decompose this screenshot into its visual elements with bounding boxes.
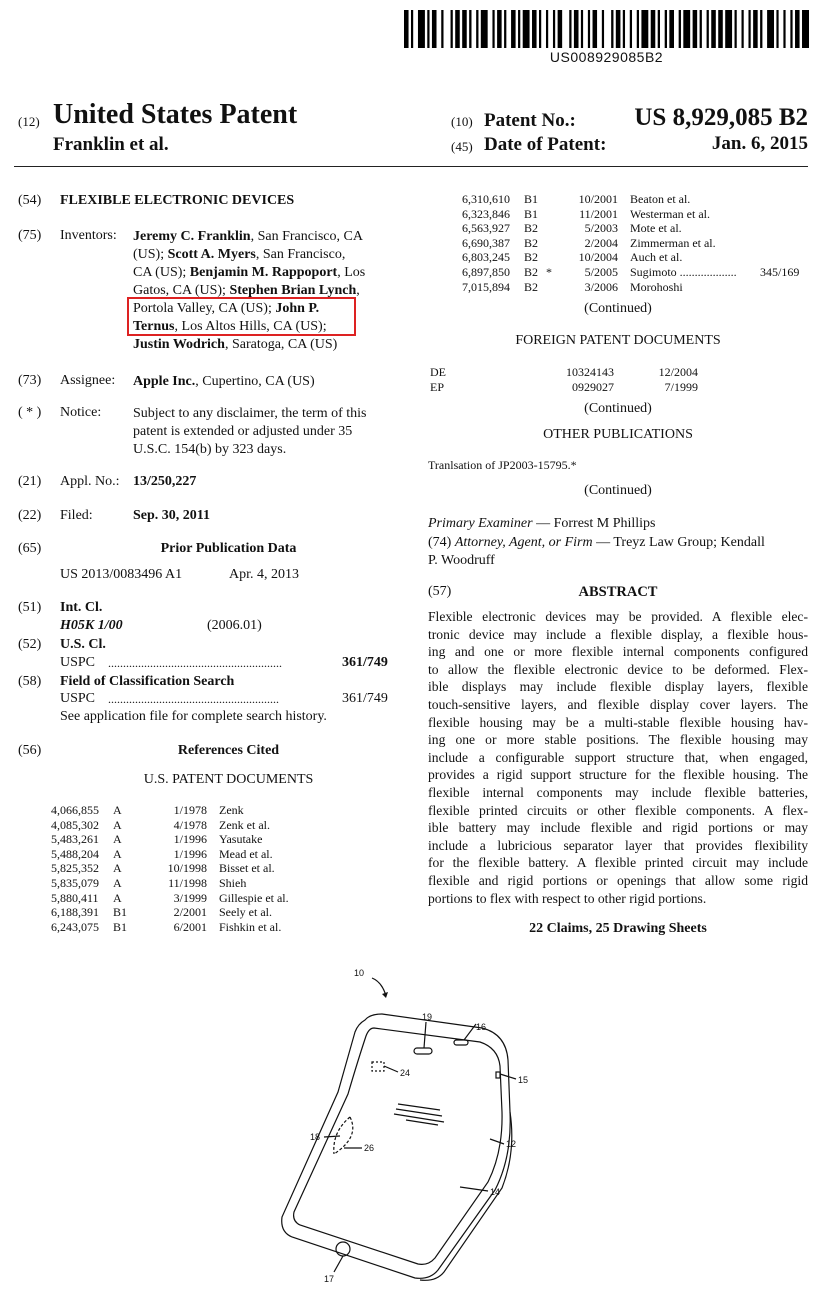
reference-cell: 3/1999 bbox=[173, 890, 207, 905]
continued-3: (Continued) bbox=[584, 483, 652, 498]
filed-label: Filed: bbox=[60, 508, 93, 523]
reference-row bbox=[51, 847, 289, 862]
barcode-bar bbox=[767, 10, 774, 48]
reference-row bbox=[462, 280, 799, 295]
reference-row bbox=[462, 236, 799, 251]
inventors-code: (75) bbox=[18, 228, 42, 243]
abstract-title: ABSTRACT bbox=[578, 584, 658, 600]
patent-number: US 8,929,085 B2 bbox=[634, 104, 808, 131]
reference-cell: A bbox=[113, 846, 122, 861]
field-label: Field of Classification Search bbox=[60, 674, 235, 689]
title-code: (54) bbox=[18, 193, 42, 208]
field-uspc: USPC bbox=[60, 691, 96, 706]
foreign-reference-row bbox=[430, 380, 698, 395]
prior-code: (65) bbox=[18, 541, 42, 556]
foreign-reference-cell: 10324143 bbox=[566, 365, 614, 379]
inventor-location: , Los Altos Hills, CA (US); bbox=[174, 319, 327, 334]
barcode-number: US008929085B2 bbox=[549, 49, 664, 65]
inventor-location: CA (US); bbox=[133, 265, 190, 280]
reference-cell: Sugimoto ................... bbox=[630, 264, 737, 279]
abstract-line: touch-sensitive layers, and flexible display cover layers. The bbox=[428, 696, 808, 712]
applicant-short: Franklin et al. bbox=[53, 134, 169, 155]
field-leader-dots: ......................................................... bbox=[108, 692, 279, 706]
figure-label-26: 26 bbox=[364, 1143, 375, 1153]
reference-cell: 6,803,245 bbox=[462, 250, 510, 265]
foreign-title: FOREIGN PATENT DOCUMENTS bbox=[515, 333, 721, 348]
uscl-leader-dots: .......................................................... bbox=[108, 656, 282, 670]
reference-cell: A bbox=[113, 803, 122, 817]
assignee-label: Assignee: bbox=[60, 373, 116, 388]
reference-cell: 11/2001 bbox=[579, 206, 618, 221]
inventor-location: , Saratoga, CA (US) bbox=[224, 337, 338, 352]
inventor-line bbox=[133, 336, 401, 354]
field-value: 361/749 bbox=[342, 691, 388, 706]
assignee-location: , Cupertino, CA (US) bbox=[195, 374, 315, 389]
reference-cell: 2/2001 bbox=[173, 905, 207, 920]
prior-date: Apr. 4, 2013 bbox=[229, 567, 299, 582]
foreign-reference-cell: 7/1999 bbox=[664, 379, 698, 394]
inventor-name: Stephen Brian Lynch bbox=[229, 283, 357, 298]
reference-cell: Auch et al. bbox=[630, 250, 683, 265]
reference-cell: 5,483,261 bbox=[51, 832, 99, 847]
abstract-line: include a configurable support structure that, when engaged, bbox=[428, 749, 808, 765]
code-10: (10) bbox=[451, 114, 473, 129]
inventor-name: Justin Wodrich bbox=[133, 337, 225, 352]
appl-code: (21) bbox=[18, 474, 42, 489]
inventor-location: Portola Valley, CA (US); bbox=[133, 301, 276, 316]
foreign-reference-cell: DE bbox=[430, 365, 446, 379]
other-publication: Tranlsation of JP2003-15795.* bbox=[428, 458, 577, 472]
reference-cell: Seely et al. bbox=[219, 905, 272, 920]
reference-cell bbox=[760, 236, 799, 251]
notice-line: patent is extended or adjusted under 35 bbox=[133, 424, 353, 439]
field-code: (58) bbox=[18, 674, 42, 689]
reference-cell: 5,825,352 bbox=[51, 861, 99, 876]
inventor-name: John P. bbox=[275, 301, 320, 316]
reference-cell: 6,188,391 bbox=[51, 905, 99, 920]
reference-cell: 10/2004 bbox=[578, 250, 618, 265]
reference-cell: A bbox=[113, 861, 122, 876]
reference-row bbox=[51, 920, 289, 935]
intcl-code: (51) bbox=[18, 600, 42, 615]
intcl-class: H05K 1/00 bbox=[60, 618, 123, 633]
reference-row bbox=[51, 803, 289, 818]
inventor-name: Scott A. Myers bbox=[167, 247, 256, 262]
continued-1 bbox=[428, 301, 808, 317]
foreign-reference-row bbox=[430, 365, 698, 380]
us-references-left bbox=[51, 803, 289, 934]
reference-cell bbox=[546, 250, 554, 265]
uscl-code: (52) bbox=[18, 637, 42, 652]
reference-cell: 6,563,927 bbox=[462, 221, 510, 236]
notice-label: Notice: bbox=[60, 405, 102, 420]
uscl-uspc: USPC bbox=[60, 655, 96, 670]
reference-cell: 5/2005 bbox=[584, 264, 618, 279]
reference-cell: Bisset et al. bbox=[219, 861, 275, 876]
reference-cell bbox=[546, 280, 554, 295]
other-title: OTHER PUBLICATIONS bbox=[543, 427, 693, 442]
abstract-line: flexible printed circuits or other flexible components. A flex- bbox=[428, 802, 808, 818]
reference-cell bbox=[135, 920, 143, 935]
notice-code: ( * ) bbox=[18, 405, 42, 420]
refs-code: (56) bbox=[18, 743, 42, 758]
reference-cell: Westerman et al. bbox=[630, 206, 710, 221]
assignee-name: Apple Inc. bbox=[133, 374, 196, 389]
header-divider bbox=[14, 166, 808, 167]
reference-cell bbox=[135, 847, 143, 862]
reference-cell: 1/1996 bbox=[173, 832, 207, 847]
abstract-line: portions to flex with respect to other rigid portions. bbox=[428, 890, 707, 906]
reference-cell bbox=[760, 207, 799, 222]
us-references-right bbox=[462, 192, 799, 294]
reference-cell: 5,880,411 bbox=[51, 890, 99, 905]
device-figure bbox=[270, 962, 550, 1292]
assignee-code: (73) bbox=[18, 373, 42, 388]
examiner-name: — Forrest M Phillips bbox=[532, 516, 656, 531]
reference-cell: 1/1996 bbox=[173, 846, 207, 861]
field-note: See application file for complete search history. bbox=[60, 709, 327, 724]
inventor-name: Jeremy C. Franklin bbox=[133, 229, 251, 244]
foreign-reference-cell: 0929027 bbox=[572, 379, 614, 394]
abstract-line: to allow the flexible electronic device to be deformed. Flex- bbox=[428, 661, 808, 677]
attorney bbox=[428, 534, 810, 570]
reference-cell bbox=[546, 207, 554, 222]
appl-number: 13/250,227 bbox=[133, 474, 197, 489]
foreign-reference-cell: EP bbox=[430, 379, 445, 394]
code-12: (12) bbox=[18, 114, 40, 129]
reference-cell: B1 bbox=[113, 919, 128, 934]
barcode bbox=[404, 10, 809, 48]
reference-cell: 1/1978 bbox=[173, 803, 207, 817]
reference-cell: B1 bbox=[524, 206, 539, 221]
refs-title: References Cited bbox=[177, 743, 280, 758]
reference-cell: A bbox=[113, 832, 122, 847]
figure-label-15: 15 bbox=[518, 1075, 529, 1085]
figure-label-12: 12 bbox=[506, 1139, 517, 1149]
attorney-label: Attorney, Agent, or Firm bbox=[454, 535, 593, 550]
reference-cell: Morohoshi bbox=[630, 279, 683, 294]
reference-cell: 6,690,387 bbox=[462, 235, 510, 250]
reference-cell bbox=[546, 192, 554, 207]
reference-cell: * bbox=[546, 264, 552, 279]
inventor-location: , San Francisco, CA bbox=[250, 229, 363, 244]
reference-cell bbox=[135, 891, 143, 906]
inventor-location: (US); bbox=[133, 247, 168, 262]
barcode-bar bbox=[444, 10, 451, 48]
intcl-label: Int. Cl. bbox=[60, 600, 103, 615]
reference-cell: A bbox=[113, 890, 122, 905]
abstract-line: ing one or more stable positions. The flexible housing may bbox=[428, 732, 808, 748]
reference-cell: 5/2003 bbox=[584, 221, 618, 236]
prior-publication: US 2013/0083496 A1 bbox=[60, 567, 183, 582]
patent-date: Jan. 6, 2015 bbox=[711, 133, 808, 154]
reference-cell: 6,323,846 bbox=[462, 206, 510, 221]
reference-cell bbox=[760, 221, 799, 236]
intcl-version: (2006.01) bbox=[207, 618, 262, 633]
reference-cell: Mead et al. bbox=[219, 846, 273, 861]
inventor-location: , San Francisco, bbox=[255, 247, 346, 262]
reference-cell: B2 bbox=[524, 279, 539, 294]
reference-row bbox=[51, 818, 289, 833]
foreign-reference-cell: 12/2004 bbox=[658, 365, 698, 379]
reference-cell: 7,015,894 bbox=[462, 279, 510, 294]
inventor-location: , bbox=[356, 283, 360, 298]
inventor-line bbox=[133, 246, 401, 264]
abstract-line: include a lubricious separator layer that provides flexibility bbox=[428, 837, 808, 853]
barcode-bar bbox=[481, 10, 488, 48]
document-type: United States Patent bbox=[53, 99, 298, 130]
date-label: Date of Patent: bbox=[484, 134, 607, 155]
claims-line: 22 Claims, 25 Drawing Sheets bbox=[529, 921, 707, 936]
reference-cell bbox=[546, 221, 554, 236]
highlight-box bbox=[127, 297, 356, 336]
abstract-line: ible displays may include flexible display layers, flexible bbox=[428, 679, 808, 695]
reference-cell: Shieh bbox=[219, 875, 247, 890]
reference-cell: 10/1998 bbox=[167, 861, 207, 876]
reference-cell: B2 bbox=[524, 235, 539, 250]
reference-cell: 5,488,204 bbox=[51, 846, 99, 861]
us-docs-title: U.S. PATENT DOCUMENTS bbox=[143, 772, 314, 787]
abstract-line: flexible internal components may include flexible batteries, bbox=[428, 784, 808, 800]
reference-cell: 4,085,302 bbox=[51, 817, 99, 832]
barcode-bar bbox=[604, 10, 611, 48]
reference-row bbox=[51, 861, 289, 876]
inventor-name: Ternus bbox=[133, 319, 175, 334]
reference-cell: Zenk et al. bbox=[219, 817, 270, 832]
reference-cell bbox=[135, 905, 143, 920]
uscl-label: U.S. Cl. bbox=[60, 637, 106, 652]
abstract-line: ing and one or more flexible internal components configured bbox=[428, 644, 808, 660]
reference-cell: Gillespie et al. bbox=[219, 890, 289, 905]
reference-cell: 4/1978 bbox=[173, 817, 207, 832]
reference-cell bbox=[135, 818, 143, 833]
reference-cell: 11/1998 bbox=[168, 875, 207, 890]
reference-cell: B1 bbox=[524, 192, 539, 206]
abstract-line: for the flexible battery. A flexible printed circuit may include bbox=[428, 855, 808, 871]
abstract-line: flexible housing may be a multi-stable flexible housing hav- bbox=[428, 714, 808, 730]
patent-no-label: Patent No.: bbox=[484, 110, 576, 131]
appl-label: Appl. No.: bbox=[60, 474, 120, 489]
figure-label-17: 17 bbox=[324, 1274, 335, 1284]
reference-row bbox=[462, 207, 799, 222]
assignee bbox=[133, 373, 315, 391]
reference-row bbox=[462, 250, 799, 265]
reference-cell: 6,310,610 bbox=[462, 192, 510, 206]
inventor-line bbox=[133, 264, 401, 282]
reference-cell: 6,243,075 bbox=[51, 919, 99, 934]
reference-cell: Yasutake bbox=[219, 832, 263, 847]
reference-cell: 345/169 bbox=[760, 264, 800, 279]
reference-cell: Mote et al. bbox=[630, 221, 682, 236]
inventor-location: Gatos, CA (US); bbox=[133, 283, 230, 298]
reference-cell bbox=[760, 250, 799, 265]
figure-label-19: 19 bbox=[422, 1012, 433, 1022]
reference-cell: B1 bbox=[113, 905, 128, 920]
reference-row bbox=[462, 265, 799, 280]
figure-label-18: 18 bbox=[310, 1132, 321, 1142]
reference-cell: 6,897,850 bbox=[462, 264, 510, 279]
barcode-bar bbox=[725, 10, 732, 48]
inventor-location: , Los bbox=[337, 265, 366, 280]
abstract-line: Flexible electronic devices may be provided. A flexible elec- bbox=[428, 609, 808, 624]
barcode-bar bbox=[418, 10, 425, 48]
primary-examiner bbox=[428, 515, 656, 533]
reference-cell: B2 bbox=[524, 264, 539, 279]
abstract-line: ible battery may include flexible and rigid portions or may bbox=[428, 820, 808, 836]
reference-row bbox=[51, 905, 289, 920]
reference-row bbox=[51, 832, 289, 847]
inventor-name: Benjamin M. Rappoport bbox=[189, 265, 338, 280]
abstract-text bbox=[428, 608, 808, 907]
reference-cell: 10/2001 bbox=[578, 192, 618, 206]
reference-cell: Beaton et al. bbox=[630, 192, 691, 206]
attorney-line2: P. Woodruff bbox=[428, 553, 495, 568]
reference-cell: Zenk bbox=[219, 803, 244, 817]
barcode-bar bbox=[802, 10, 809, 48]
reference-cell: 2/2004 bbox=[584, 235, 618, 250]
reference-cell bbox=[135, 803, 143, 818]
figure-label-14: 14 bbox=[490, 1187, 501, 1197]
figure-label-24: 24 bbox=[400, 1068, 411, 1078]
reference-cell bbox=[760, 280, 799, 295]
reference-cell bbox=[135, 832, 143, 847]
patent-title: FLEXIBLE ELECTRONIC DEVICES bbox=[60, 193, 295, 208]
reference-cell bbox=[135, 876, 143, 891]
code-45: (45) bbox=[451, 139, 473, 154]
attorney-line1: — Treyz Law Group; Kendall bbox=[592, 535, 765, 550]
reference-row bbox=[462, 221, 799, 236]
continued-2: (Continued) bbox=[584, 401, 652, 416]
reference-cell bbox=[546, 236, 554, 251]
reference-cell: A bbox=[113, 875, 122, 890]
reference-cell: 5,835,079 bbox=[51, 875, 99, 890]
reference-cell bbox=[135, 861, 143, 876]
abstract-line: tronic device may include a flexible display, a flexible hous- bbox=[428, 626, 808, 642]
foreign-references bbox=[430, 365, 698, 394]
abstract-code: (57) bbox=[428, 584, 452, 599]
abstract-line: flexible and rigid portions or openings that allow some rigid bbox=[428, 872, 808, 888]
uscl-value: 361/749 bbox=[342, 655, 388, 670]
reference-row bbox=[462, 192, 799, 207]
reference-cell: 3/2006 bbox=[584, 279, 618, 294]
reference-row bbox=[51, 891, 289, 906]
abstract-line: provides a rigid support structure for the flexible housing. The bbox=[428, 767, 808, 783]
reference-cell: Zimmerman et al. bbox=[630, 235, 716, 250]
filed-date: Sep. 30, 2011 bbox=[133, 508, 211, 523]
reference-cell: Fishkin et al. bbox=[219, 919, 282, 934]
notice-text bbox=[133, 405, 397, 459]
attorney-code: (74) bbox=[428, 535, 452, 550]
inventor-line bbox=[133, 228, 401, 246]
barcode-bar bbox=[562, 10, 569, 48]
reference-row bbox=[51, 876, 289, 891]
barcode-bar bbox=[523, 10, 530, 48]
examiner-label: Primary Examiner bbox=[428, 516, 533, 531]
barcode-bar bbox=[641, 10, 648, 48]
reference-cell bbox=[760, 192, 799, 207]
inventors-label: Inventors: bbox=[60, 228, 117, 243]
notice-line: U.S.C. 154(b) by 323 days. bbox=[133, 442, 287, 457]
reference-cell: B2 bbox=[524, 221, 539, 236]
reference-cell: B2 bbox=[524, 250, 539, 265]
figure-label-10: 10 bbox=[354, 968, 365, 978]
prior-title: Prior Publication Data bbox=[160, 541, 297, 556]
reference-cell: 6/2001 bbox=[173, 919, 207, 934]
reference-cell: 4,066,855 bbox=[51, 803, 99, 817]
barcode-bar bbox=[683, 10, 690, 48]
figure-label-16: 16 bbox=[476, 1022, 487, 1032]
reference-cell: A bbox=[113, 817, 122, 832]
continued-1-text: (Continued) bbox=[584, 301, 652, 316]
filed-code: (22) bbox=[18, 508, 42, 523]
notice-line: Subject to any disclaimer, the term of this bbox=[133, 406, 367, 421]
